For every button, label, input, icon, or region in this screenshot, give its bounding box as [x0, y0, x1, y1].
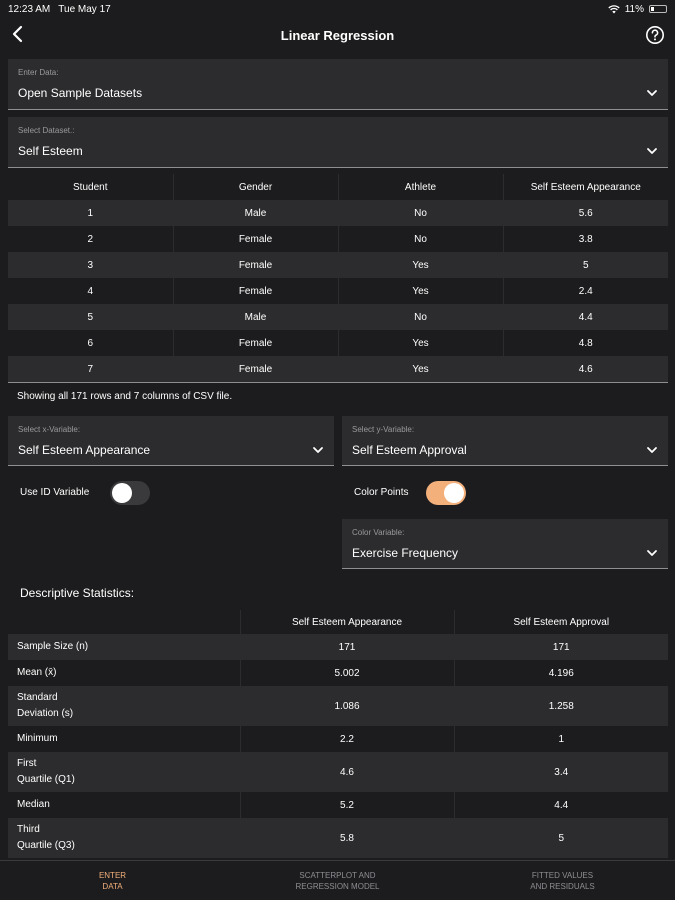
stat-label-line1: First	[17, 758, 37, 769]
table-row	[8, 226, 668, 252]
battery-icon	[649, 5, 667, 13]
use-id-variable-label: Use ID Variable	[20, 487, 90, 498]
table-cell: 3.8	[503, 226, 668, 252]
table-cell: 1	[8, 200, 173, 226]
chevron-down-icon	[646, 87, 658, 99]
table-row	[8, 818, 668, 858]
table-cell: 6	[8, 330, 173, 356]
stat-label	[8, 726, 240, 752]
table-row	[8, 726, 668, 752]
toggle-knob	[112, 483, 132, 503]
x-variable-select[interactable]	[8, 416, 334, 466]
descriptive-stats-title: Descriptive Statistics:	[20, 586, 135, 600]
bottom-tab-bar	[0, 860, 675, 900]
stat-value: 5.2	[240, 792, 454, 818]
table-row	[8, 634, 668, 660]
table-cell: Female	[173, 356, 338, 382]
y-variable-value: Self Esteem Approval	[352, 443, 467, 457]
table-cell: 2	[8, 226, 173, 252]
column-header: Athlete	[338, 174, 503, 200]
stat-label-line1: Mean (x̄)	[17, 667, 57, 678]
stat-value: 1.258	[454, 686, 668, 726]
table-cell: Yes	[338, 356, 503, 382]
table-row	[8, 330, 668, 356]
stat-label-line2: Quartile (Q3)	[17, 840, 75, 851]
table-cell: Male	[173, 200, 338, 226]
help-icon[interactable]	[645, 25, 665, 45]
stat-label	[8, 634, 240, 660]
battery-percent: 11%	[624, 3, 644, 15]
stat-label	[8, 752, 240, 792]
column-header: Self Esteem Approval	[454, 610, 668, 634]
stat-label-line2: Deviation (s)	[17, 708, 74, 719]
data-preview-table	[8, 174, 668, 382]
table-row	[8, 304, 668, 330]
table-row	[8, 752, 668, 792]
table-cell: Yes	[338, 252, 503, 278]
status-time: 12:23 AM	[8, 3, 51, 15]
stat-value: 4.6	[240, 752, 454, 792]
stat-value: 5	[454, 818, 668, 858]
stat-value: 5.002	[240, 660, 454, 686]
descriptive-stats-table	[8, 610, 668, 858]
color-variable-select[interactable]	[342, 519, 668, 569]
stat-value: 4.196	[454, 660, 668, 686]
table-divider	[8, 382, 668, 383]
stat-value: 3.4	[454, 752, 668, 792]
table-cell: 3	[8, 252, 173, 278]
stat-value: 2.2	[240, 726, 454, 752]
stat-label-line1: Minimum	[17, 733, 58, 744]
stat-label-line1: Third	[17, 824, 40, 835]
chevron-down-icon	[646, 145, 658, 157]
back-chevron-icon[interactable]	[8, 24, 28, 44]
table-cell: 2.4	[503, 278, 668, 304]
stat-value: 4.4	[454, 792, 668, 818]
table-cell: 4.4	[503, 304, 668, 330]
table-cell: No	[338, 304, 503, 330]
tab-fitted-values-residuals[interactable]: FITTED VALUES AND RESIDUALS	[530, 870, 595, 891]
table-cell: Female	[173, 252, 338, 278]
stat-label-line2: Quartile (Q1)	[17, 774, 75, 785]
stat-value: 1.086	[240, 686, 454, 726]
x-variable-value: Self Esteem Appearance	[18, 443, 151, 457]
chevron-down-icon	[312, 444, 324, 456]
tab-enter-data[interactable]: ENTER DATA	[98, 870, 127, 891]
x-variable-label: Select x-Variable:	[18, 425, 81, 434]
table-cell: No	[338, 200, 503, 226]
y-variable-label: Select y-Variable:	[352, 425, 415, 434]
stat-value: 171	[240, 634, 454, 660]
chevron-down-icon	[646, 444, 658, 456]
stat-label-line1: Median	[17, 799, 50, 810]
enter-data-select[interactable]	[8, 59, 668, 110]
table-row	[8, 356, 668, 382]
table-row	[8, 660, 668, 686]
color-points-label: Color Points	[354, 487, 409, 498]
stat-label	[8, 818, 240, 858]
table-row	[8, 252, 668, 278]
table-cell: Female	[173, 226, 338, 252]
column-header: Student	[8, 174, 173, 200]
wifi-icon	[608, 5, 620, 14]
enter-data-value: Open Sample Datasets	[18, 86, 143, 100]
stat-label-line1: Standard	[17, 692, 58, 703]
table-cell: Yes	[338, 330, 503, 356]
table-cell: 4.8	[503, 330, 668, 356]
table-row	[8, 792, 668, 818]
stat-value: 5.8	[240, 818, 454, 858]
table-cell: 4	[8, 278, 173, 304]
table-cell: 5	[503, 252, 668, 278]
stat-label-line1: Sample Size (n)	[17, 641, 89, 652]
stat-label	[8, 660, 240, 686]
table-cell: Female	[173, 330, 338, 356]
table-cell: 5.6	[503, 200, 668, 226]
color-points-toggle[interactable]	[426, 481, 466, 505]
y-variable-select[interactable]	[342, 416, 668, 466]
table-cell: 5	[8, 304, 173, 330]
table-header-row	[8, 174, 668, 200]
column-header	[8, 610, 240, 634]
table-row	[8, 278, 668, 304]
chevron-down-icon	[646, 547, 658, 559]
select-dataset-select[interactable]	[8, 117, 668, 168]
column-header: Gender	[173, 174, 338, 200]
select-dataset-label: Select Dataset.:	[18, 126, 75, 135]
table-cell: 7	[8, 356, 173, 382]
tab-scatterplot-regression-model[interactable]: SCATTERPLOT AND REGRESSION MODEL	[295, 870, 380, 891]
table-cell: 4.6	[503, 356, 668, 382]
stat-label	[8, 686, 240, 726]
nav-bar	[0, 18, 675, 52]
column-header: Self Esteem Appearance	[240, 610, 454, 634]
status-bar	[0, 0, 675, 18]
stat-label	[8, 792, 240, 818]
use-id-variable-toggle[interactable]	[110, 481, 150, 505]
table-cell: Male	[173, 304, 338, 330]
stat-value: 1	[454, 726, 668, 752]
page-title: Linear Regression	[280, 27, 395, 43]
table-cell: Female	[173, 278, 338, 304]
table-row	[8, 200, 668, 226]
color-variable-value: Exercise Frequency	[352, 546, 459, 560]
stat-value: 171	[454, 634, 668, 660]
enter-data-label: Enter Data:	[18, 68, 59, 77]
table-header-row	[8, 610, 668, 634]
column-header: Self Esteem Appearance	[503, 174, 668, 200]
table-cell: Yes	[338, 278, 503, 304]
toggle-knob	[444, 483, 464, 503]
select-dataset-value: Self Esteem	[18, 144, 83, 158]
table-cell: No	[338, 226, 503, 252]
table-row	[8, 686, 668, 726]
rows-info-text: Showing all 171 rows and 7 columns of CSV file.	[17, 391, 233, 402]
status-date: Tue May 17	[58, 3, 111, 15]
color-variable-label: Color Variable:	[352, 528, 405, 537]
